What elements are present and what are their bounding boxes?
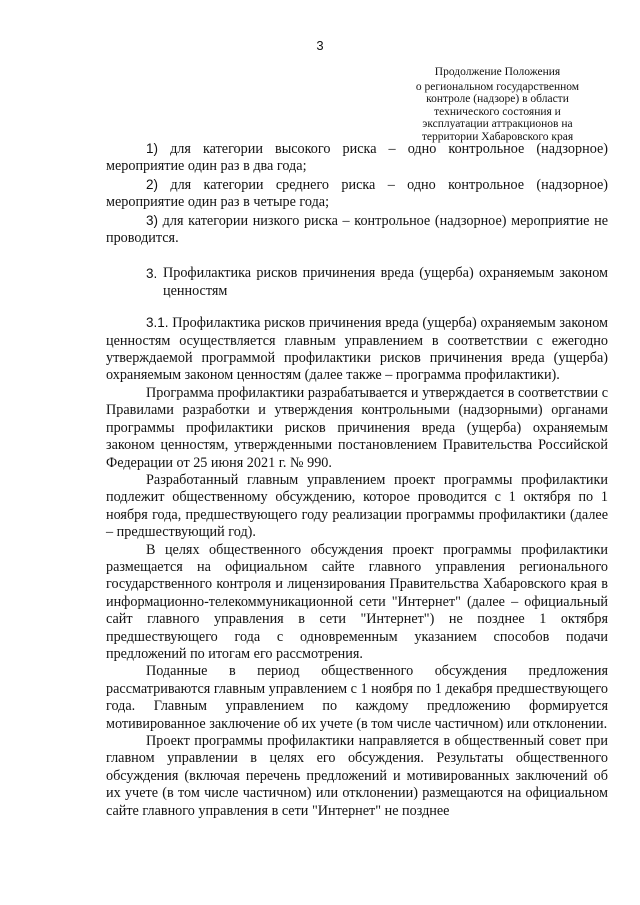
list-item-text: для категории низкого риска – контрольное (надзорное) мероприятие не проводится. <box>106 212 608 247</box>
document-header <box>400 66 595 143</box>
paragraph <box>106 314 608 385</box>
page-number: 3 <box>316 38 324 53</box>
header-title: Продолжение Положения <box>434 66 561 78</box>
list-item-number: 1) <box>146 141 159 156</box>
paragraph: В целях общественного обсуждения проект программы профилактики размещается на официальном сайте главного управления регионального государственного контроля и лицензирования Правительства Хабаровского края в информационно-телекоммуникационной сети "Интернет" (далее – официальный сайт главного управления в сети "Интернет") не позднее 1 октября предшествующего года с одновременным указанием способов подачи предложений по итогам его рассмотрения. <box>106 541 608 662</box>
paragraph-text: Профилактика рисков причинения вреда (ущерба) охраняемым законом ценностям осуществляется главным управлением в соответствии с ежегодно утверждаемой программой профилактики рисков причинения вреда (ущерба) охраняемым законом ценностям (далее также – программа профилактики). <box>106 315 608 384</box>
list-item-text: для категории среднего риска – одно контрольное (надзорное) мероприятие один раз в четыре года; <box>106 176 608 211</box>
section-number: 3. <box>146 266 158 282</box>
header-line: эксплуатации аттракционов на <box>422 118 573 130</box>
paragraph-number: 3.1. <box>146 315 169 331</box>
paragraph: Разработанный главным управлением проект программы профилактики подлежит общественному обсуждению, которое проводится с 1 октября по 1 ноября года, предшествующего году реализации программы профилактики (далее – предшествующий год). <box>106 471 608 541</box>
header-line: о региональном государственном <box>415 80 580 93</box>
list-item-text: для категории высокого риска – одно контрольное (надзорное) мероприятие один раз в два года; <box>106 141 609 175</box>
document-body <box>106 140 608 820</box>
list-item-number: 2) <box>146 176 159 192</box>
list-item <box>106 140 608 176</box>
paragraph: Поданные в период общественного обсуждения предложения рассматриваются главным управлением с 1 ноября по 1 декабря предшествующего года. Главным управлением по каждому предложению формируется мотивированное заключение об их учете (в том числе частичном) или отклонении. <box>106 663 608 732</box>
list-item-number: 3) <box>146 212 159 228</box>
header-line: контроле (надзоре) в области <box>426 93 569 105</box>
paragraph: Программа профилактики разрабатывается и утверждается в соответствии с Правилами разработки и утверждения контрольными (надзорными) органами программы профилактики рисков причинения вреда (ущерба) охраняемым законом ценностям, утвержденными постановлением Правительства Российской Федерации от 25 июня 2021 г. № 990. <box>106 384 608 471</box>
list-item <box>106 212 608 248</box>
list-item <box>106 176 608 212</box>
section-title: Профилактика рисков причинения вреда (ущерба) охраняемым законом ценностям <box>163 265 608 299</box>
header-line: технического состояния и <box>434 105 561 118</box>
header-line: территории Хабаровского края <box>421 130 574 143</box>
paragraph: Проект программы профилактики направляется в общественный совет при главном управлении в целях его обсуждения. Результаты общественного обсуждения (включая перечень предложений и мотивированных заключений об их учете (в том числе частичном) или отклонении) размещаются на официальном сайте главного управления в сети "Интернет" не позднее <box>106 733 608 819</box>
section-heading <box>146 265 608 300</box>
